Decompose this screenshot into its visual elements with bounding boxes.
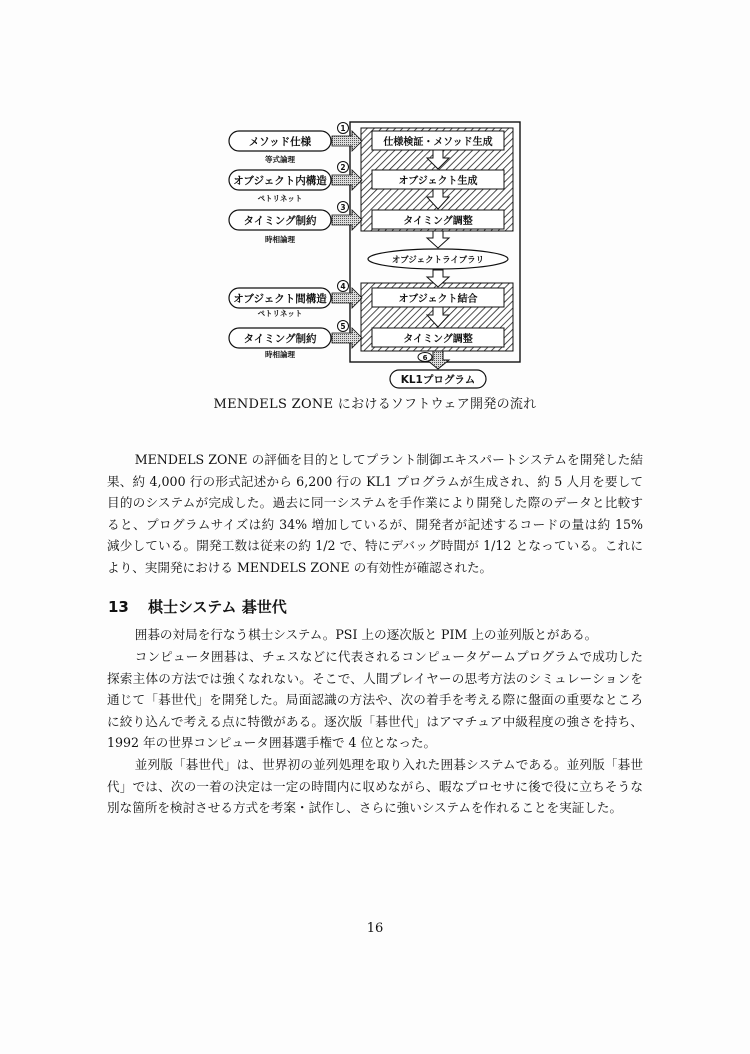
svg-text:時相論理: 時相論理 — [265, 350, 295, 359]
step-box-4 — [372, 288, 504, 307]
section-heading — [108, 596, 287, 617]
step-label: オブジェクト生成 — [398, 176, 478, 187]
svg-text:6: 6 — [422, 354, 428, 362]
svg-text:タイミング制約: タイミング制約 — [243, 215, 317, 227]
svg-text:時相論理: 時相論理 — [265, 235, 295, 244]
svg-text:5: 5 — [340, 322, 346, 331]
step-box-5 — [372, 328, 504, 347]
page-number: 16 — [366, 921, 384, 936]
step-label: 仕様検証・メソッド生成 — [383, 137, 493, 148]
svg-text:3: 3 — [340, 203, 346, 212]
svg-text:メソッド仕様: メソッド仕様 — [248, 136, 312, 148]
svg-text:タイミング制約: タイミング制約 — [243, 333, 317, 345]
paragraph-parallel: 並列版「碁世代」は、世界初の並列処理を取り入れた囲碁システムである。並列版「碁世代」では、次の一着の決定は一定の時間内に収めながら、暇なプロセサに後で役に立ちそうな別な箇所を検討させる方式を考案・試作し、さらに強いシステムを作れることを実証した。 — [107, 757, 643, 816]
down-arrow-icon — [427, 231, 449, 248]
software-development-flow-diagram — [0, 0, 750, 392]
paragraph-intro: 囲碁の対局を行なう棋士システム。PSI 上の逐次版と PIM 上の並列版とがある。 — [134, 627, 598, 642]
input-5 — [229, 321, 362, 360]
svg-text:1: 1 — [340, 124, 346, 133]
svg-text:オブジェクト内構造: オブジェクト内構造 — [233, 175, 327, 187]
input-3 — [229, 202, 362, 245]
step-label: タイミング調整 — [403, 334, 473, 345]
step-box-3 — [372, 210, 504, 229]
paragraph-sequential: コンピュータ囲碁は、チェスなどに代表されるコンピュータゲームプログラムで成功した探索主体の方法では強くなれない。そこで、人間プレイヤーの思考方法のシミュレーションを通じて「碁世代」を開発した。局面認識の方法や、次の着手を考える際に盤面の重要なところに絞り込んで考える点に特徴がある。逐次版「碁世代」はアマチュア中級程度の強さを持ち、1992 年の世界コンピュータ囲碁選手権で 4 位となった。 — [107, 649, 643, 751]
input-4 — [229, 281, 362, 319]
figure-caption: MENDELS ZONE におけるソフトウェア開発の流れ — [213, 397, 537, 412]
object-library — [368, 249, 508, 269]
paragraph-evaluation: MENDELS ZONE の評価を目的としてプラント制御エキスパートシステムを開発した結果、約 4,000 行の形式記述から 6,200 行の KL1 プログラムが生成され、約 5 人月を要して目的のシステムが完成した。過去に同一システムを手作業により開発した際のデータと比較すると、プログラムサイズは約 34% 増加しているが、開発者が記述するコードの量は約 15% 減少している。開発工数は従来の約 1/2 で、特にデバッグ時間が 1/12 となっている。これにより、実開発における MENDELS ZONE の有効性が確認された。 — [107, 452, 643, 575]
svg-text:KL1プログラム: KL1プログラム — [400, 374, 476, 386]
step-label: タイミング調整 — [403, 216, 473, 227]
step-box-1 — [372, 131, 504, 150]
step-box-2 — [372, 170, 504, 189]
section-number: 13 — [108, 598, 129, 616]
step-label: オブジェクト結合 — [398, 294, 478, 305]
input-1 — [229, 123, 362, 165]
svg-text:2: 2 — [340, 163, 346, 172]
svg-text:等式論理: 等式論理 — [265, 155, 295, 164]
svg-text:オブジェクト間構造: オブジェクト間構造 — [233, 293, 327, 305]
svg-text:ペトリネット: ペトリネット — [257, 194, 303, 203]
svg-text:4: 4 — [340, 282, 346, 291]
section-title: 棋士システム 碁世代 — [148, 598, 287, 616]
svg-text:ペトリネット: ペトリネット — [257, 309, 303, 318]
svg-text:オブジェクトライブラリ: オブジェクトライブラリ — [391, 255, 485, 266]
input-2 — [229, 162, 362, 204]
